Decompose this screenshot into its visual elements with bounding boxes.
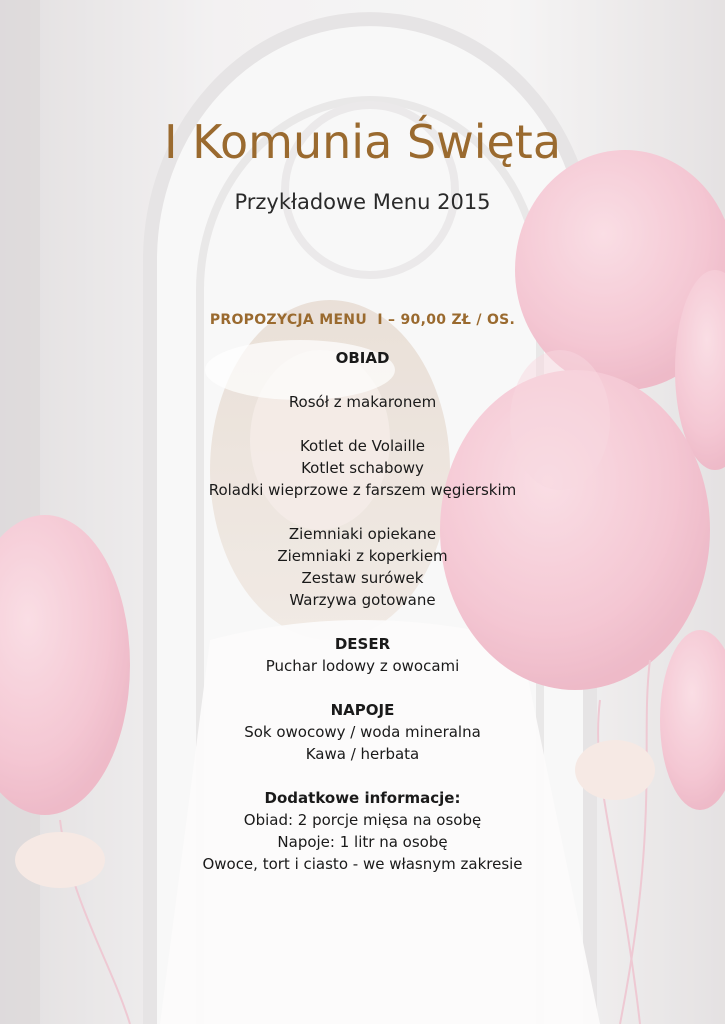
- menu-list: [0, 309, 725, 875]
- menu-item-drink: Kawa / herbata: [305, 745, 420, 763]
- menu-item-main: Kotlet schabowy: [301, 459, 424, 477]
- info-item: Owoce, tort i ciasto - we własnym zakresie: [202, 855, 523, 873]
- deser-heading: DESER: [334, 635, 391, 653]
- page-subtitle: Przykładowe Menu 2015: [234, 190, 491, 214]
- menu-item-side: Zestaw surówek: [301, 569, 424, 587]
- menu-item-side: Ziemniaki z koperkiem: [277, 547, 448, 565]
- menu-proposal: PROPOZYCJA MENU I – 90,00 ZŁ / OS.: [209, 312, 516, 328]
- obiad-heading: OBIAD: [335, 349, 390, 367]
- menu-item-side: Warzywa gotowane: [289, 591, 436, 609]
- menu-item-soup: Rosół z makaronem: [288, 393, 437, 411]
- menu-item-main: Kotlet de Volaille: [299, 437, 426, 455]
- page-title: I Komunia Święta: [163, 115, 562, 169]
- menu-item-main: Roladki wieprzowe z farszem węgierskim: [208, 481, 517, 499]
- menu-item-dessert: Puchar lodowy z owocami: [265, 657, 460, 675]
- napoje-heading: NAPOJE: [330, 701, 395, 719]
- info-item: Obiad: 2 porcje mięsa na osobę: [243, 811, 482, 829]
- menu-item-side: Ziemniaki opiekane: [288, 525, 437, 543]
- info-heading: Dodatkowe informacje:: [264, 789, 461, 807]
- info-item: Napoje: 1 litr na osobę: [277, 833, 448, 851]
- menu-item-drink: Sok owocowy / woda mineralna: [244, 723, 481, 741]
